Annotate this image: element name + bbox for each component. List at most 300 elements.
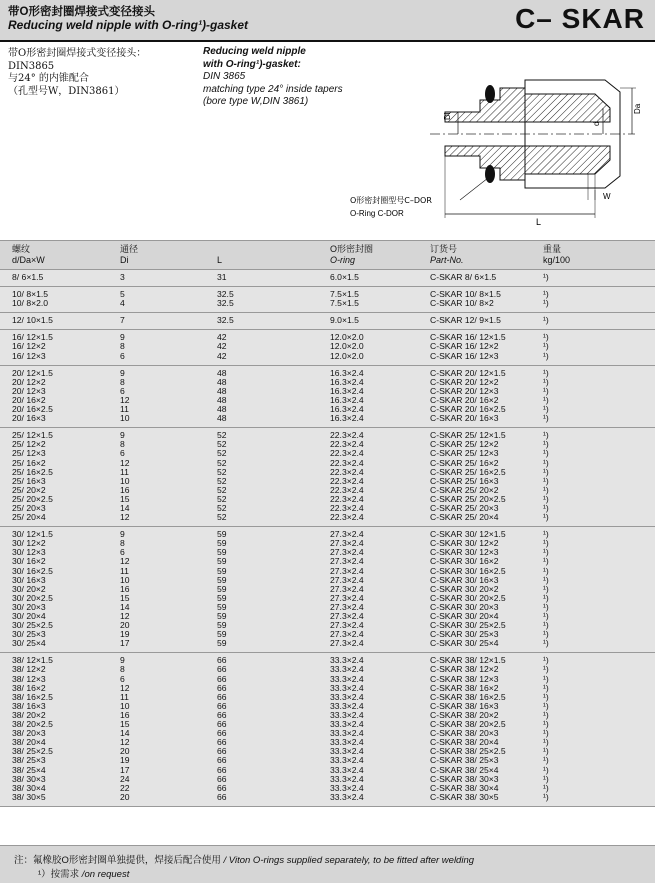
cell-length: 59 (217, 538, 227, 549)
cell-weight: ¹) (543, 547, 549, 558)
table-row (0, 539, 655, 548)
cell-thread: 30/ 20×3 (12, 601, 46, 612)
table-row (0, 711, 655, 720)
cell-bore: 8 (120, 538, 125, 549)
cell-o-ring: 27.3×2.4 (330, 629, 364, 640)
cell-part-no: C-SKAR 20/ 12×2 (430, 376, 499, 387)
cell-part-no: C-SKAR 30/ 16×2.5 (430, 565, 506, 576)
cell-part-no: C-SKAR 10/ 8×2 (430, 298, 494, 309)
table-row (0, 548, 655, 557)
cell-length: 66 (217, 737, 227, 748)
cell-bore: 17 (120, 764, 130, 775)
cell-length: 66 (217, 764, 227, 775)
cell-bore: 8 (120, 376, 125, 387)
table-row (0, 675, 655, 684)
cell-thread: 10/ 8×2.0 (12, 298, 49, 309)
table-row (0, 495, 655, 504)
cell-bore: 9 (120, 367, 125, 378)
cell-weight: ¹) (543, 574, 549, 585)
table-row (0, 299, 655, 308)
cell-thread: 16/ 12×1.5 (12, 332, 53, 343)
cell-thread: 38/ 20×2 (12, 709, 46, 720)
cell-weight: ¹) (543, 719, 549, 730)
cell-weight: ¹) (543, 791, 549, 802)
o-ring-label-zh: O形密封圈型号C–DOR (350, 196, 432, 205)
table-row (0, 766, 655, 775)
table-row (0, 387, 655, 396)
table-row (0, 693, 655, 702)
cell-part-no: C-SKAR 30/ 20×2 (430, 583, 499, 594)
table-row (0, 738, 655, 747)
cell-part-no: C-SKAR 25/ 12×2 (430, 439, 499, 450)
cell-o-ring: 16.3×2.4 (330, 404, 364, 415)
cell-bore: 17 (120, 638, 130, 649)
cell-length: 59 (217, 638, 227, 649)
cell-bore: 12 (120, 512, 130, 523)
cell-length: 48 (217, 385, 227, 396)
cell-length: 42 (217, 341, 227, 352)
cell-weight: ¹) (543, 298, 549, 309)
cell-length: 66 (217, 719, 227, 730)
cell-thread: 38/ 20×4 (12, 737, 46, 748)
col-part-zh: 订货号 (430, 244, 458, 254)
cell-part-no: C-SKAR 38/ 30×4 (430, 782, 499, 793)
cell-length: 66 (217, 709, 227, 720)
cell-length: 48 (217, 404, 227, 415)
cell-weight: ¹) (543, 367, 549, 378)
cell-part-no: C-SKAR 30/ 12×2 (430, 538, 499, 549)
footnote-1-en: / Viton O-rings supplied separately, to be fitted after welding (220, 855, 475, 866)
cell-bore: 10 (120, 413, 130, 424)
cell-length: 32.5 (217, 298, 234, 309)
cell-weight: ¹) (543, 350, 549, 361)
cell-length: 42 (217, 332, 227, 343)
cell-length: 66 (217, 791, 227, 802)
footnote-2-zh: ¹）按需求 (38, 869, 80, 880)
table-group (0, 270, 655, 287)
cell-bore: 12 (120, 737, 130, 748)
product-code: C– SKAR (515, 3, 645, 34)
cell-o-ring: 16.3×2.4 (330, 413, 364, 424)
cell-o-ring: 16.3×2.4 (330, 367, 364, 378)
col-weight-en: kg/100 (543, 255, 571, 265)
cell-weight: ¹) (543, 332, 549, 343)
cell-length: 59 (217, 556, 227, 567)
table-row (0, 369, 655, 378)
cell-bore: 12 (120, 556, 130, 567)
cell-length: 59 (217, 565, 227, 576)
cell-weight: ¹) (543, 315, 549, 326)
table-row (0, 290, 655, 299)
cell-weight: ¹) (543, 700, 549, 711)
table-row (0, 594, 655, 603)
cell-thread: 38/ 25×2.5 (12, 746, 53, 757)
table-row (0, 665, 655, 674)
desc-en-line: matching type 24° inside tapers (203, 83, 343, 95)
cell-part-no: C-SKAR 38/ 20×2 (430, 709, 499, 720)
cell-length: 66 (217, 746, 227, 757)
cell-thread: 8/ 6×1.5 (12, 272, 44, 282)
cell-part-no: C-SKAR 38/ 16×2 (430, 682, 499, 693)
cell-bore: 10 (120, 475, 130, 486)
cell-thread: 38/ 30×4 (12, 782, 46, 793)
table-row (0, 639, 655, 648)
cell-weight: ¹) (543, 289, 549, 300)
cell-bore: 11 (120, 691, 129, 702)
cell-bore: 10 (120, 574, 130, 585)
table-group (0, 313, 655, 330)
o-ring-lower (485, 165, 495, 183)
cell-o-ring: 22.3×2.4 (330, 493, 364, 504)
cell-o-ring: 22.3×2.4 (330, 439, 364, 450)
cell-bore: 3 (120, 272, 125, 282)
table-group (0, 366, 655, 429)
cell-thread: 25/ 20×4 (12, 512, 46, 523)
cell-weight: ¹) (543, 583, 549, 594)
cell-bore: 6 (120, 547, 125, 558)
cell-weight: ¹) (543, 538, 549, 549)
table-row (0, 720, 655, 729)
table-row (0, 775, 655, 784)
cell-part-no: C-SKAR 30/ 25×4 (430, 638, 499, 649)
cell-length: 32.5 (217, 315, 234, 326)
cell-thread: 25/ 12×3 (12, 448, 46, 459)
desc-en-line: (bore type W,DIN 3861) (203, 96, 309, 107)
cell-bore: 19 (120, 755, 130, 766)
cell-length: 48 (217, 367, 227, 378)
cell-part-no: C-SKAR 25/ 20×2 (430, 484, 499, 495)
cell-part-no: C-SKAR 30/ 16×2 (430, 556, 499, 567)
cell-o-ring: 27.3×2.4 (330, 638, 364, 649)
cell-thread: 38/ 20×2.5 (12, 719, 53, 730)
cell-part-no: C-SKAR 30/ 16×3 (430, 574, 499, 585)
cell-part-no: C-SKAR 25/ 20×4 (430, 512, 499, 523)
cell-length: 59 (217, 601, 227, 612)
cell-o-ring: 22.3×2.4 (330, 502, 364, 513)
cell-weight: ¹) (543, 737, 549, 748)
cell-part-no: C-SKAR 10/ 8×1.5 (430, 289, 501, 300)
cell-part-no: C-SKAR 25/ 12×3 (430, 448, 499, 459)
cell-weight: ¹) (543, 413, 549, 424)
cell-thread: 30/ 20×2 (12, 583, 46, 594)
cell-thread: 25/ 16×2.5 (12, 466, 53, 477)
table-row (0, 468, 655, 477)
cell-length: 66 (217, 682, 227, 693)
header-divider (0, 40, 655, 42)
cell-bore: 8 (120, 341, 125, 352)
col-thread-en: d/Da×W (12, 255, 45, 265)
cell-bore: 12 (120, 611, 130, 621)
cell-length: 52 (217, 448, 227, 459)
table-row (0, 333, 655, 342)
cell-weight: ¹) (543, 709, 549, 720)
table-row (0, 513, 655, 522)
desc-en-line: with O-ring¹)-gasket: (203, 58, 301, 70)
cell-bore: 14 (120, 728, 130, 739)
cell-part-no: C-SKAR 16/ 12×1.5 (430, 332, 506, 343)
cell-o-ring: 27.3×2.4 (330, 547, 364, 558)
cell-o-ring: 33.3×2.4 (330, 682, 364, 693)
cell-length: 66 (217, 755, 227, 766)
cell-o-ring: 22.3×2.4 (330, 448, 364, 459)
footnote (0, 845, 655, 883)
cell-o-ring: 27.3×2.4 (330, 538, 364, 549)
cell-thread: 38/ 16×2.5 (12, 691, 53, 702)
cell-thread: 38/ 12×3 (12, 673, 46, 684)
desc-zh-line: 带O形密封圈焊接式变径接头： (8, 48, 147, 59)
cell-thread: 30/ 12×1.5 (12, 529, 53, 540)
table-row (0, 784, 655, 793)
cell-weight: ¹) (543, 673, 549, 684)
description-en (203, 46, 343, 109)
cell-part-no: C-SKAR 25/ 16×2.5 (430, 466, 506, 477)
cell-bore: 20 (120, 791, 130, 802)
cell-weight: ¹) (543, 764, 549, 775)
cell-bore: 15 (120, 493, 130, 504)
cell-thread: 20/ 12×2 (12, 376, 46, 387)
cell-o-ring: 12.0×2.0 (330, 341, 364, 352)
cell-bore: 14 (120, 601, 130, 612)
cell-part-no: C-SKAR 38/ 12×1.5 (430, 655, 506, 666)
cell-length: 32.5 (217, 289, 234, 300)
cell-weight: ¹) (543, 430, 549, 441)
cell-thread: 10/ 8×1.5 (12, 289, 49, 300)
cell-length: 52 (217, 484, 227, 495)
cell-part-no: C-SKAR 38/ 30×3 (430, 773, 499, 784)
cell-weight: ¹) (543, 782, 549, 793)
table-row (0, 459, 655, 468)
cell-part-no: C-SKAR 20/ 16×2.5 (430, 404, 506, 415)
cell-part-no: C-SKAR 20/ 12×1.5 (430, 367, 506, 378)
cell-length: 59 (217, 529, 227, 540)
col-length-en: L (217, 255, 223, 265)
cell-o-ring: 7.5×1.5 (330, 298, 359, 309)
footnote-line-1 (14, 852, 474, 866)
cell-bore: 8 (120, 664, 125, 675)
cell-length: 52 (217, 493, 227, 504)
cell-part-no: C-SKAR 30/ 12×3 (430, 547, 499, 558)
col-oring-zh: O形密封圈 (330, 244, 374, 254)
body-lower (445, 146, 610, 180)
cell-thread: 30/ 20×4 (12, 611, 46, 621)
cell-o-ring: 9.0×1.5 (330, 315, 359, 326)
desc-zh-line: 与24° 的内锥配合 (8, 73, 89, 84)
table-row (0, 567, 655, 576)
cell-thread: 30/ 25×3 (12, 629, 46, 640)
cell-thread: 20/ 16×3 (12, 413, 46, 424)
cell-length: 66 (217, 773, 227, 784)
cell-length: 66 (217, 655, 227, 666)
cell-o-ring: 22.3×2.4 (330, 430, 364, 441)
table-row (0, 273, 655, 282)
cell-weight: ¹) (543, 655, 549, 666)
cell-part-no: C-SKAR 30/ 20×3 (430, 601, 499, 612)
table-group (0, 428, 655, 527)
footnote-1-zh: 注：氟橡胶O形密封圈单独提供，焊接后配合使用 (14, 855, 221, 866)
cell-length: 59 (217, 547, 227, 558)
cell-thread: 30/ 12×3 (12, 547, 46, 558)
col-bore-en: Di (120, 255, 129, 265)
table-row (0, 530, 655, 539)
table-row (0, 793, 655, 802)
desc-en-line: DIN 3865 (203, 71, 246, 82)
cell-thread: 38/ 16×3 (12, 700, 46, 711)
w-label: W (603, 192, 611, 201)
table-row (0, 477, 655, 486)
table-group (0, 330, 655, 365)
cell-bore: 19 (120, 629, 130, 640)
cell-part-no: C-SKAR 38/ 12×2 (430, 664, 499, 675)
cell-weight: ¹) (543, 272, 549, 282)
cell-thread: 38/ 12×1.5 (12, 655, 53, 666)
cell-thread: 25/ 20×2 (12, 484, 46, 495)
cell-length: 48 (217, 394, 227, 405)
title-en: Reducing weld nipple with O-ring¹)-gasket (8, 18, 249, 32)
cell-part-no: C-SKAR 25/ 20×3 (430, 502, 499, 513)
cell-length: 66 (217, 691, 227, 702)
cell-bore: 16 (120, 484, 130, 495)
cell-bore: 7 (120, 315, 125, 326)
cell-part-no: C-SKAR 20/ 16×2 (430, 394, 499, 405)
title-zh: 带O形密封圈焊接式变径接头 (8, 6, 155, 18)
cell-length: 59 (217, 592, 227, 603)
cell-weight: ¹) (543, 439, 549, 450)
cell-thread: 38/ 30×3 (12, 773, 46, 784)
cell-o-ring: 12.0×2.0 (330, 350, 364, 361)
cell-o-ring: 27.3×2.4 (330, 583, 364, 594)
cell-o-ring: 22.3×2.4 (330, 484, 364, 495)
cell-part-no: C-SKAR 20/ 12×3 (430, 385, 499, 396)
cell-part-no: C-SKAR 25/ 12×1.5 (430, 430, 506, 441)
cell-weight: ¹) (543, 385, 549, 396)
col-oring-en: O-ring (330, 255, 356, 265)
cell-bore: 6 (120, 385, 125, 396)
cell-o-ring: 27.3×2.4 (330, 574, 364, 585)
page-header (0, 0, 655, 40)
table-row (0, 557, 655, 566)
cell-length: 52 (217, 512, 227, 523)
table-row (0, 747, 655, 756)
cell-thread: 38/ 16×2 (12, 682, 46, 693)
cell-bore: 8 (120, 439, 125, 450)
cell-o-ring: 33.3×2.4 (330, 746, 364, 757)
cell-bore: 15 (120, 719, 130, 730)
cell-part-no: C-SKAR 38/ 20×3 (430, 728, 499, 739)
col-weight-zh: 重量 (543, 244, 562, 254)
cell-thread: 30/ 25×2.5 (12, 620, 53, 631)
cell-thread: 38/ 20×3 (12, 728, 46, 739)
cell-weight: ¹) (543, 341, 549, 352)
cell-o-ring: 33.3×2.4 (330, 691, 364, 702)
cell-weight: ¹) (543, 376, 549, 387)
table-group (0, 287, 655, 313)
table-row (0, 684, 655, 693)
cell-thread: 30/ 16×2.5 (12, 565, 53, 576)
cell-o-ring: 27.3×2.4 (330, 611, 364, 621)
cell-weight: ¹) (543, 457, 549, 468)
cell-part-no: C-SKAR 12/ 9×1.5 (430, 315, 501, 326)
table-body (0, 270, 655, 807)
cell-bore: 11 (120, 466, 129, 477)
cell-part-no: C-SKAR 16/ 12×3 (430, 350, 499, 361)
cell-part-no: C-SKAR 30/ 25×2.5 (430, 620, 506, 631)
table-row (0, 378, 655, 387)
cell-o-ring: 33.3×2.4 (330, 700, 364, 711)
cell-weight: ¹) (543, 620, 549, 631)
cell-o-ring: 6.0×1.5 (330, 272, 359, 282)
cell-o-ring: 27.3×2.4 (330, 529, 364, 540)
cell-part-no: C-SKAR 38/ 20×4 (430, 737, 499, 748)
cell-bore: 4 (120, 298, 125, 309)
cell-length: 42 (217, 350, 227, 361)
cell-weight: ¹) (543, 512, 549, 523)
cell-weight: ¹) (543, 773, 549, 784)
cell-o-ring: 33.3×2.4 (330, 773, 364, 784)
col-bore-zh: 通径 (120, 244, 139, 254)
cell-bore: 6 (120, 448, 125, 459)
cell-bore: 10 (120, 700, 130, 711)
cell-weight: ¹) (543, 529, 549, 540)
table-row (0, 396, 655, 405)
cell-weight: ¹) (543, 484, 549, 495)
cell-part-no: C-SKAR 38/ 25×2.5 (430, 746, 506, 757)
cell-thread: 16/ 12×2 (12, 341, 46, 352)
cell-length: 66 (217, 673, 227, 684)
cell-o-ring: 7.5×1.5 (330, 289, 359, 300)
cell-o-ring: 33.3×2.4 (330, 728, 364, 739)
cell-thread: 38/ 12×2 (12, 664, 46, 675)
cell-thread: 38/ 25×4 (12, 764, 46, 775)
cell-thread: 20/ 16×2.5 (12, 404, 53, 415)
cell-part-no: C-SKAR 30/ 20×4 (430, 611, 499, 621)
cell-part-no: C-SKAR 25/ 16×2 (430, 457, 499, 468)
cell-bore: 12 (120, 394, 130, 405)
table-row (0, 486, 655, 495)
cell-o-ring: 27.3×2.4 (330, 556, 364, 567)
table-row (0, 414, 655, 423)
cell-thread: 30/ 16×3 (12, 574, 46, 585)
cell-length: 59 (217, 574, 227, 585)
cell-bore: 6 (120, 350, 125, 361)
cell-bore: 20 (120, 746, 130, 757)
cell-weight: ¹) (543, 394, 549, 405)
cell-length: 52 (217, 466, 227, 477)
cell-o-ring: 22.3×2.4 (330, 466, 364, 477)
cell-length: 59 (217, 620, 227, 631)
cell-bore: 24 (120, 773, 130, 784)
cell-weight: ¹) (543, 565, 549, 576)
cell-length: 66 (217, 782, 227, 793)
o-ring-upper (485, 85, 495, 103)
table-row (0, 585, 655, 594)
cell-part-no: C-SKAR 38/ 25×3 (430, 755, 499, 766)
cell-weight: ¹) (543, 664, 549, 675)
description-zh (8, 48, 146, 98)
footnote-2-en: /on request (79, 869, 130, 880)
cell-part-no: C-SKAR 38/ 12×3 (430, 673, 499, 684)
cell-weight: ¹) (543, 638, 549, 649)
cell-thread: 25/ 20×2.5 (12, 493, 53, 504)
cell-thread: 30/ 16×2 (12, 556, 46, 567)
cell-o-ring: 33.3×2.4 (330, 709, 364, 720)
col-thread-zh: 螺纹 (12, 244, 31, 254)
table-row (0, 702, 655, 711)
table-row (0, 449, 655, 458)
cell-o-ring: 33.3×2.4 (330, 755, 364, 766)
cell-part-no: C-SKAR 25/ 16×3 (430, 475, 499, 486)
cell-length: 31 (217, 272, 227, 282)
cell-bore: 12 (120, 682, 130, 693)
